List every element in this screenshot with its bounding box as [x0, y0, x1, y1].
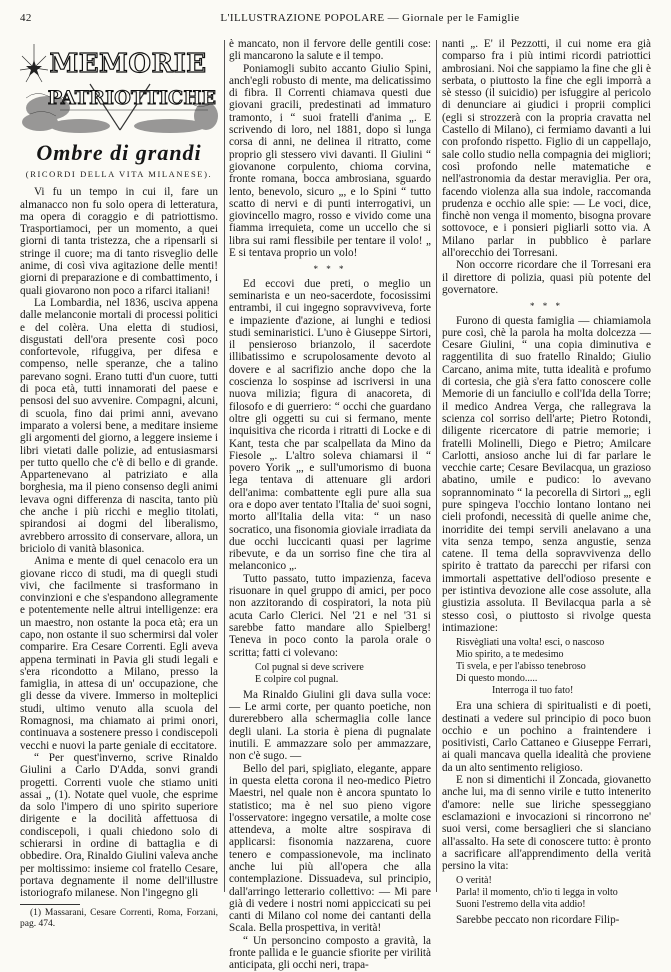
- banner-illustration: [20, 38, 218, 134]
- section-separator: * * *: [530, 301, 563, 312]
- paragraph: Bello del pari, spigliato, elegante, appare in questa eletta corona il neo-medico Pietro Maestri, nel quale non è ancora spuntato lo statistico; ma è nel suo pieno vigore l'osservatore: ingegno versatile, a molte cose attendeva, a molte altre sospirava di applicarsi: fisonomia nazzarena, cuore tenero e compassionevole, ma inclinato anche lui più all'opera che alla contemplazione. Dissuadeva, sul principio, dall'arringo letterario collettivo: — Mi pare già di vedere i nostri nomi appiccicati su pei canti di Milano col nome dei cantanti della Scala. Bella prospettiva, in verità!: [229, 762, 431, 935]
- column-1: [20, 36, 219, 929]
- paragraph: Vi fu un tempo in cui il, fare un almanacco non fu solo opera di letteratura, ma opera di coraggio e di patriottismo. Trasportiamoci, per un momento, a quei giorni di tanta tristezza, che a ripensarli si stringe il cuore; ma di tanto risveglio delle anime, di così viva agitazione delle menti! giorni di preparazione e di combattimento, i quali giovarono non poco a rifarci italiani!: [20, 186, 218, 297]
- verse-line: O verità!: [456, 875, 492, 887]
- verse-line: Ti svela, e per l'abisso tenebroso: [456, 661, 586, 673]
- verse-line: Col pugnal si deve scrivere: [255, 661, 364, 673]
- page-number: 42: [20, 12, 32, 24]
- paragraph: Anima e mente di quel cenacolo era un giovane ricco di studi, ma di quegli studi vivi, che facilmente si trasformano in convinzioni e che s'espandono allegramente e potentemente nelle altrui intelligenze: era un maestro, non ostante la poca età; era un capo, non ostante il suo schermirsi dal voler comparire. Era Cesare Correnti. Egli aveva appena terminati in Pavia gli studi legali e s'era ricondotto a Milano, presso la famiglia, in attesa di un' occupazione, che gli desse da vivere. Immerso in molteplici studi, ultimo venuto alla scuola del Romagnosi, ma chiamato ai primi onori, continuava a sostenere presso i condiscepoli vecchi e nuovi la parte geniale di eccitatore.: [20, 555, 218, 752]
- paragraph: è mancato, non il fervore delle gentili cose: gli mancarono la salute e il tempo.: [229, 38, 431, 63]
- footnote-divider: [20, 904, 80, 905]
- memorie-patriottiche-banner: [20, 38, 218, 134]
- verse-line: Parla! il momento, ch'io ti legga in volto: [456, 887, 618, 899]
- column-rule: [224, 40, 225, 892]
- paragraph: Non occorre ricordare che il Torresani era il direttore di polizia, quasi più potente del governatore.: [442, 259, 651, 296]
- article-subtitle: (RICORDI DELLA VITA MILANESE).: [25, 169, 213, 179]
- paragraph: “ Un personcino composto a gravità, la fronte pallida e le guancie sfiorite per virilità anticipata, gli occhi neri, trapa-: [229, 934, 431, 972]
- paragraph: “ Per quest'inverno, scrive Rinaldo Giulini a Carlo D'Adda, sonvi grandi progetti. Correnti vuole che stiamo uniti assai „ (1). Notate quel vuole, che esprime da solo l'impero di uno spirito superiore dirigente e la docilità affettuosa di condiscepoli, i quali chiedono solo di schierarsi in ordine di battaglia e di obbedire. Ora, Rinaldo Giulini valeva anche per moltissimo: insieme col fratello Cesare, portava degnamente il nome dell'illustre istoriografo milanese. Non l'ingegno gli: [20, 751, 218, 900]
- footnote: (1) Massarani, Cesare Correnti, Roma, Forzani, pag. 474.: [20, 907, 218, 929]
- paragraph: Poniamogli subito accanto Giulio Spini, anch'egli robusto di mente, ma delicatissimo di fibra. Il Correnti chiamava questi due giovani gracili, predestinati ad immaturo tramonto, i “ suoi fratelli d'anima „. E scrivendo di loro, nel 1881, dopo sì lunga corsa di anni, ne delinea il ritratto, come proprio gli stessero vivi davanti. Il Giulini “ giovanone corpulento, chioma corvina, fronte romana, bocca ambrosiana, sguardo lento, benevolo, sicuro „, e lo Spini “ tutto scatto di nervi e di punti interrogativi, un giovincello magro, rosso e vivido come una fiamma irrequieta, come un uccello che si libra sui rami flessibile per tentare il volo! „ E si tentava proprio un volo!: [229, 62, 431, 260]
- banner-line-2: PATRIOTTICHE: [47, 87, 217, 109]
- section-separator: * * *: [313, 264, 347, 275]
- verse-line: Interroga il tuo fato!: [492, 685, 574, 697]
- verse-line: Risvègliati una volta! esci, o nascoso: [456, 637, 605, 649]
- paragraph: Era una schiera di spiritualisti e di poeti, destinati a vedere sul principio di poco buon occhio e un pochino a fraintendere i positivisti, Carlo Cattaneo e Giuseppe Ferrari, ai quali mancava quella idealità che proviene da un alto sentimento religioso.: [442, 700, 651, 774]
- page-header: [20, 12, 650, 28]
- paragraph: Tutto passato, tutto impazienza, faceva risuonare in quel gruppo di amici, per poco non azzitorando di cospiratori, la nota più acuta Carlo Clerici. Nel '21 e nel '31 si sarebbe fatto mandare allo Spielberg! Teneva in poco conto la parola orale o scritta; fatti ci volevano:: [229, 572, 431, 659]
- paragraph: Sarebbe peccato non ricordare Filip-: [456, 914, 620, 927]
- paragraph: E non si dimentichi il Zoncada, giovanetto anche lui, ma di senno virile e tutto intenerito d'amore: nelle sue liriche spesseggiano esclamazioni e invocazioni si rincorrono ne' suoi versi, come bersaglieri che si slanciano all'assalto. Ha sete di conoscere tutto: è pronto a sacrificare all'apprendimento della verità persino la vita:: [442, 774, 651, 873]
- paragraph: Ma Rinaldo Giulini gli dava sulla voce: — Le armi corte, per quanto poetiche, non durerebbero alla schermaglia colle lance degli ulani. La storia è piena di pugnalate inutili. E ammazzare solo per ammazzare, non c'è sugo. —: [229, 688, 431, 763]
- paragraph: Ed eccovi due preti, o meglio un seminarista e un neo-sacerdote, focosissimi entrambi, il cui ingegno sopravviveva, forte e impaziente d'azione, ai lunghi e tediosi studi seminaristici. L'uno è Giuseppe Sirtori, il pensieroso brianzolo, il sacerdote illibatissimo e scrupolosamente devoto al dovere e al sacrifizio anche dopo che la coscienza lo sospinse ad iscriversi in una nuova milizia; figura di anacoreta, di filosofo e di guerriero: “ occhi che guardano oltre gli oggetti su cui si fermano, mente inquisitiva che ricorda i ritratti di Locke e di Kant, testa che par scalpellata da Mino da Fiesole „. L'altro soleva chiamarsi il “ povero Yorik „, e sull'umorismo di buona lega tentava di attenuare gli ardori dell'anima: combattente egli pure alla sua ora e dopo aver tentato l'Italia de' suoi sogni, morto all'Italia della vita: “ un naso socratico, una fisonomia gioviale irradiata da due occhi luccicanti quasi per lagrime ribevute, e da un sorriso fine che tira al melanconico „.: [229, 277, 431, 573]
- paragraph: Furono di questa famiglia — chiamiamola pure così, chè la parola ha molta dolcezza — Cesare Giulini, “ una copia diminutiva e raggentilita di suo fratello Rinaldo; Giulio Carcano, anima mite, tutta idealità e profumo di cortesia, che già s'era fatto conoscere colle Memorie di un fanciullo e coll'Ida della Torre; il medico Andrea Verga, che rallegrava la scienza col sorriso dell'arte; Pietro Rotondi, diligente ricercatore di patrie memorie; i fratelli Molinelli, Diego e Pietro; Amilcare Carlotti, ansioso anche lui di far parlare le vecchie carte; Cesare Bevilacqua, un grazioso abatino, umile e pudico: lo avevano soprannominato “ la pecorella di Sirtori „, egli pure spingeva l'occhio lontano lontano nei cieli profondi, necessità di quelle anime che, inorridite dei tempi servili anelavano a una vita senza tempo, senza angustie, senza catene. Il tema della sopravvivenza dello spirito è trattato da parecchi per rifarsi con immortali aspettative dell'odioso presente e per istintiva devozione alle cose assolute, alla giustizia assoluta. Il Bevilacqua parla a sè stesso così, o piuttosto si rivolge questa intimazione:: [442, 314, 651, 634]
- verse-line: Suoni l'estremo della vita addio!: [456, 899, 586, 911]
- paragraph: La Lombardia, nel 1836, usciva appena dalle melanconie mortali di processi politici e del colèra. Una eletta di studiosi, disgustati dell'ora presente così poco confortevole, rifuggiva, per difesa e compenso, nelle speranze, che a talino parevano sogni. Erano tutti d'un cuore, tutti di poca età, tutti innamorati del paese e pensosi del suo avvenire. Compagni, alcuni, di scuola, fino dai primi anni, avevano imparato a volersi bene, a meditare insieme gli argomenti del giorno, a leggere insieme i libri vietati dalle polizie, ad entusiasmarsi per tutto quello che c'è di bello e di grande. Appartenevano al patriziato e alla borghesia, ma il pieno consenso degli animi levava ogni differenza di nascita, tanto più che anche i più ricchi e meglio titolati, spirandosi ai dogmi del liberalismo, avrebbero arrossito di conservare, allora, un briciolo di vanità blasonica.: [20, 296, 219, 555]
- column-rule: [436, 40, 437, 892]
- running-title: L'ILLUSTRAZIONE POPOLARE — Giornale per le Famiglie: [220, 12, 520, 24]
- banner-line-1: MEMORIE: [49, 49, 207, 79]
- article-title: Ombre di grandi: [36, 140, 202, 165]
- paragraph: nanti „. E' il Pezzotti, il cui nome era già comparso fra i più intimi ricordi patriottici ambrosiani. Noi che sappiamo la fine che gli è serbata, o piuttosto la fine che egli imporrà a sè stesso (il suicidio) per isfuggire al pericolo di denunciare ai giudici i proprii complici (egli si strozzerà con la propria cravatta nel Castello di Milano), ci fermiamo davanti a lui con profondo rispetto. Figlio di un cappellajo, sale collo studio nella compagnia dei migliori; così profondo nelle matematiche e nell'astronomia da destar meraviglia. Per ora, facendo violenza alla sua indole, raccomanda prudenza e occhio alle spie: — Le voci, dice, finchè non venga il momento, bisogna provare sottovoce, e i ponsieri pigliarli sotto via. A Milano parlar in pubblico è parlare all'orecchio dei Torresani.: [442, 38, 651, 260]
- verse-line: Di questo mondo.....: [456, 673, 538, 685]
- column-3: [442, 38, 651, 927]
- column-2: [229, 38, 431, 972]
- verse-line: Mio spirito, a te medesimo: [456, 649, 564, 661]
- verse-line: E colpire col pugnal.: [255, 673, 339, 685]
